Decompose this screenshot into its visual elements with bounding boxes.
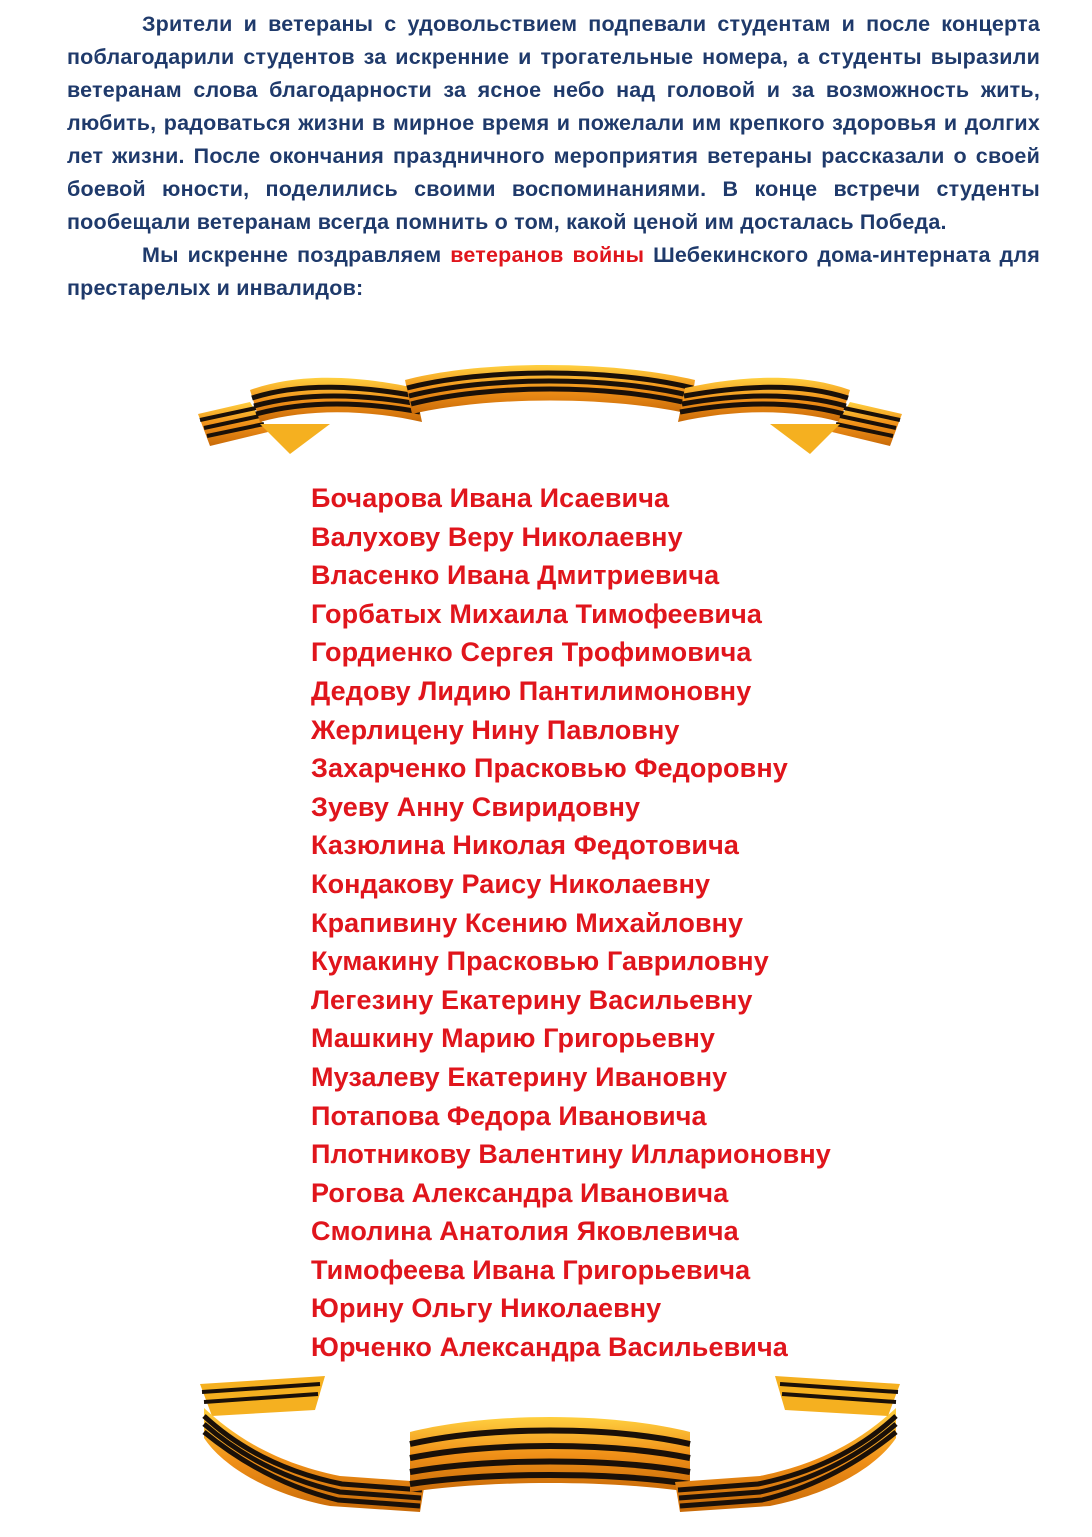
intro-p2-end: Шебекинского дома-интерната для престарелых и инвалидов: — [67, 243, 1041, 300]
list-item: Крапивину Ксению Михайловну — [311, 907, 744, 938]
list-item: Зуеву Анну Свиридовну — [311, 791, 641, 822]
veterans-highlight: ветеранов войны — [450, 243, 645, 267]
list-item: Потапова Федора Ивановича — [311, 1100, 707, 1131]
veterans-list — [311, 479, 831, 1367]
list-item: Плотникову Валентину Илларионовну — [311, 1139, 831, 1170]
list-item: Юрину Ольгу Николаевну — [311, 1293, 662, 1324]
list-item: Тимофеева Ивана Григорьевича — [311, 1254, 751, 1285]
list-item: Гордиенко Сергея Трофимовича — [311, 637, 752, 668]
intro-paragraph-1: Зрители и ветераны с удовольствием подпевали студентам и после концерта поблагодарили студентов за искренние и трогательные номера, а студенты выразили ветеранам слова благодарности за ясное небо над головой и за возможность жить, любить, радоваться жизни в мирное время и пожелали им крепкого здоровья и долгих лет жизни. После окончания праздничного мероприятия ветераны рассказали о своей боевой юности, поделились своими воспоминаниями. В конце встречи студенты пообещали ветеранам всегда помнить о том, какой ценой им досталась Победа. — [67, 12, 1040, 234]
st-george-ribbon-bottom-icon — [190, 1372, 910, 1524]
list-item: Казюлина Николая Федотовича — [311, 830, 740, 861]
list-item: Власенко Ивана Дмитриевича — [311, 560, 720, 591]
list-item: Кумакину Прасковью Гавриловну — [311, 946, 769, 977]
list-item: Смолина Анатолия Яковлевича — [311, 1216, 739, 1247]
st-george-ribbon-top-icon — [190, 362, 910, 458]
list-item: Валухову Веру Николаевну — [311, 521, 683, 552]
intro-paragraph-2 — [67, 239, 1040, 305]
list-item: Бочарова Ивана Исаевича — [311, 483, 670, 513]
list-item: Кондакову Раису Николаевну — [311, 868, 711, 899]
list-item: Горбатых Михаила Тимофеевича — [311, 598, 762, 629]
list-item: Дедову Лидию Пантилимоновну — [311, 675, 752, 706]
intro-p2-start: Мы искренне поздравляем — [142, 243, 451, 267]
list-item: Машкину Марию Григорьевну — [311, 1023, 716, 1054]
list-item: Легезину Екатерину Васильевну — [311, 984, 753, 1015]
list-item: Захарченко Прасковью Федоровну — [311, 753, 788, 784]
list-item: Музалеву Екатерину Ивановну — [311, 1061, 728, 1092]
list-item: Юрченко Александра Васильевича — [311, 1332, 788, 1363]
list-item: Жерлицену Нину Павловну — [311, 714, 680, 745]
list-item: Рогова Александра Ивановича — [311, 1177, 729, 1208]
intro-text — [67, 8, 1040, 305]
